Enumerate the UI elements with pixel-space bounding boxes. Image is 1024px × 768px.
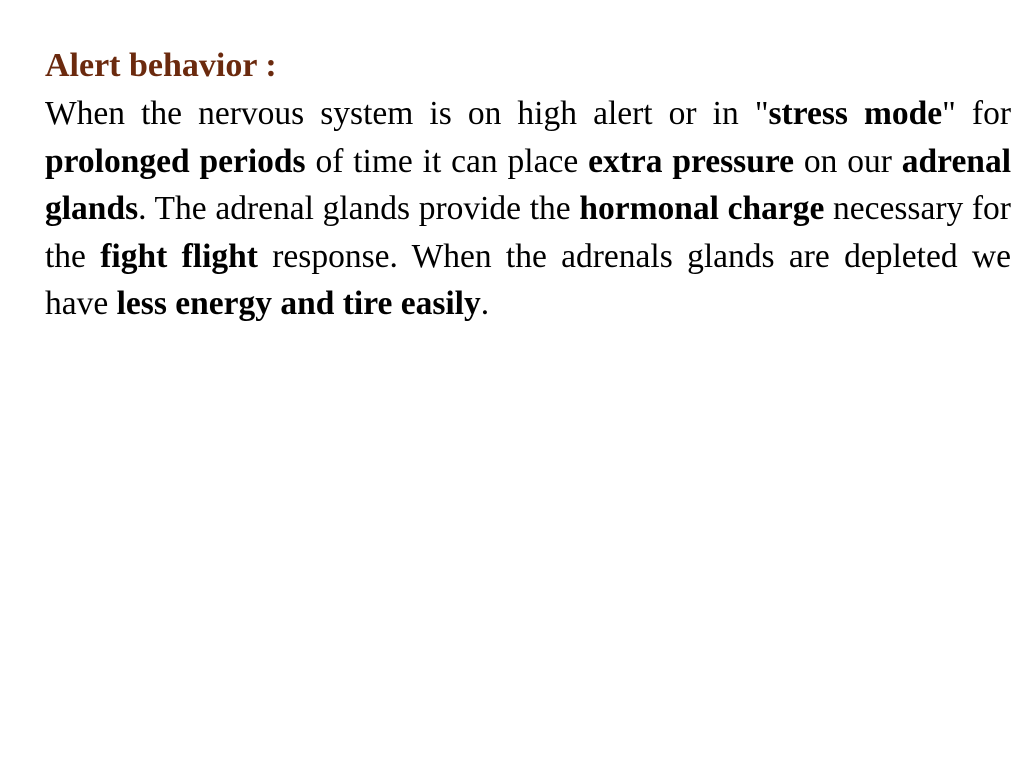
emphasis-text: extra pressure <box>588 142 794 180</box>
paragraph-text: . <box>480 285 490 323</box>
emphasis-text: hormonal charge <box>579 190 825 228</box>
emphasis-text: prolonged periods <box>45 142 306 180</box>
emphasis-text: stress mode <box>768 95 943 132</box>
paragraph-text: " for <box>942 95 1011 132</box>
paragraph-text: of time it can place <box>305 142 589 180</box>
paragraph-text: necessary for the <box>45 190 1011 275</box>
paragraph-text: . The adrenal glands provide the <box>138 190 580 228</box>
paragraph-text: response. When the adrenals glands are depleted we have <box>45 237 1011 323</box>
paragraph-text: When the nervous system is on high alert or in " <box>45 95 769 132</box>
emphasis-text: adrenal glands <box>45 142 1011 228</box>
emphasis-text: fight flight <box>100 237 258 275</box>
emphasis-text: less energy and tire easily <box>116 285 481 323</box>
paragraph-text: on our <box>793 142 902 180</box>
slide-paragraph <box>45 90 1011 328</box>
slide-heading: Alert behavior : <box>45 47 277 84</box>
